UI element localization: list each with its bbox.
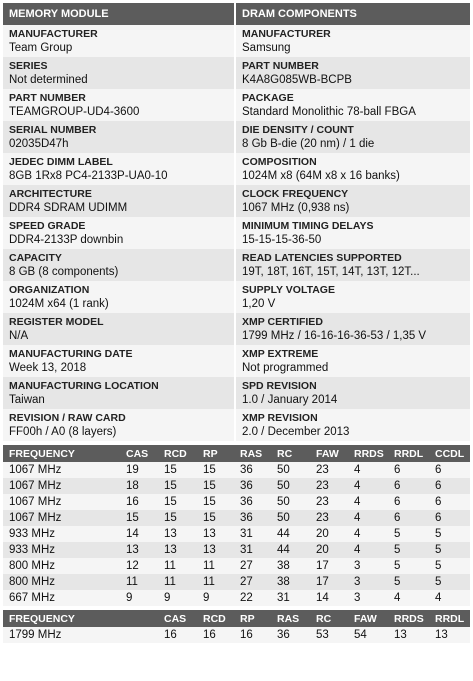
module-spec-label: SPEED GRADE: [9, 220, 86, 232]
jedec-cell: 15: [158, 494, 197, 510]
dram-spec-label: COMPOSITION: [242, 156, 317, 168]
dram-spec-label: READ LATENCIES SUPPORTED: [242, 252, 402, 264]
dram-spec-label: PACKAGE: [242, 92, 294, 104]
jedec-cell: 13: [158, 542, 197, 558]
dram-spec-cell: [236, 57, 470, 89]
jedec-cell: 1067 MHz: [3, 494, 120, 510]
jedec-cell: 13: [197, 526, 234, 542]
jedec-cell: 31: [234, 542, 271, 558]
dram-spec-value: 8 Gb B-die (20 nm) / 1 die: [242, 138, 375, 150]
jedec-cell: 15: [120, 510, 158, 526]
jedec-cell: 23: [310, 478, 348, 494]
module-spec-cell: [3, 217, 234, 249]
jedec-row: [3, 478, 470, 494]
dram-spec-value: Not programmed: [242, 362, 329, 374]
xmp-cell: 53: [310, 627, 348, 643]
jedec-cell: 23: [310, 462, 348, 478]
dram-spec-value: 1.0 / January 2014: [242, 394, 338, 406]
module-spec-value: DDR4 SDRAM UDIMM: [9, 202, 128, 214]
xmp-cell: 16: [234, 627, 271, 643]
jedec-cell: 15: [197, 494, 234, 510]
jedec-cell: 5: [388, 526, 429, 542]
jedec-cell: 6: [388, 494, 429, 510]
jedec-cell: 11: [197, 558, 234, 574]
module-spec-cell: [3, 313, 234, 345]
jedec-cell: 6: [429, 510, 470, 526]
dram-spec-value: 1799 MHz / 16-16-16-36-53 / 1,35 V: [242, 330, 427, 342]
module-spec-cell: [3, 121, 234, 153]
jedec-cell: 4: [348, 510, 388, 526]
module-spec-label: ORGANIZATION: [9, 284, 90, 296]
module-spec-label: MANUFACTURING LOCATION: [9, 380, 159, 392]
dram-spec-cell: [236, 313, 470, 345]
module-spec-value: 8 GB (8 components): [9, 266, 119, 278]
xmp-cell: 36: [271, 627, 310, 643]
jedec-timings-table: [3, 445, 470, 606]
jedec-cell: 15: [158, 462, 197, 478]
jedec-cell: 667 MHz: [3, 590, 120, 606]
jedec-cell: 11: [158, 574, 197, 590]
xmp-cell: [120, 627, 158, 643]
spec-row: [3, 249, 470, 281]
jedec-cell: 50: [271, 494, 310, 510]
jedec-cell: 3: [348, 590, 388, 606]
jedec-col-header: RRDL: [388, 445, 429, 462]
dram-spec-cell: [236, 377, 470, 409]
module-spec-label: JEDEC DIMM LABEL: [9, 156, 113, 168]
spec-row: [3, 153, 470, 185]
dram-spec-cell: [236, 121, 470, 153]
jedec-cell: 38: [271, 558, 310, 574]
spec-row: [3, 121, 470, 153]
jedec-cell: 50: [271, 462, 310, 478]
jedec-cell: 4: [348, 526, 388, 542]
jedec-cell: 5: [429, 542, 470, 558]
jedec-cell: 800 MHz: [3, 558, 120, 574]
spec-rows: [3, 25, 470, 441]
dram-spec-cell: [236, 217, 470, 249]
module-spec-label: REGISTER MODEL: [9, 316, 104, 328]
xmp-col-header: RRDL: [429, 610, 470, 627]
jedec-cell: 6: [388, 462, 429, 478]
jedec-cell: 14: [310, 590, 348, 606]
module-spec-value: 02035D47h: [9, 138, 69, 150]
module-spec-value: Week 13, 2018: [9, 362, 87, 374]
jedec-cell: 31: [271, 590, 310, 606]
jedec-col-header: RAS: [234, 445, 271, 462]
xmp-col-header: RAS: [271, 610, 310, 627]
jedec-cell: 11: [158, 558, 197, 574]
module-spec-label: MANUFACTURING DATE: [9, 348, 133, 360]
dram-spec-label: XMP CERTIFIED: [242, 316, 323, 328]
module-spec-value: TEAMGROUP-UD4-3600: [9, 106, 140, 118]
jedec-col-header: RRDS: [348, 445, 388, 462]
module-spec-value: 1024M x64 (1 rank): [9, 298, 109, 310]
jedec-cell: 9: [197, 590, 234, 606]
jedec-cell: 36: [234, 510, 271, 526]
jedec-col-header: FAW: [310, 445, 348, 462]
xmp-col-header: FAW: [348, 610, 388, 627]
xmp-cell: 16: [158, 627, 197, 643]
spec-row: [3, 281, 470, 313]
jedec-cell: 1067 MHz: [3, 478, 120, 494]
jedec-cell: 44: [271, 542, 310, 558]
module-spec-cell: [3, 281, 234, 313]
jedec-row: [3, 558, 470, 574]
jedec-cell: 13: [158, 526, 197, 542]
jedec-cell: 20: [310, 526, 348, 542]
dram-spec-value: 2.0 / December 2013: [242, 426, 350, 438]
module-spec-cell: [3, 25, 234, 57]
spec-row: [3, 89, 470, 121]
jedec-cell: 4: [429, 590, 470, 606]
dram-spec-cell: [236, 281, 470, 313]
xmp-col-header: CAS: [158, 610, 197, 627]
jedec-cell: 17: [310, 574, 348, 590]
jedec-cell: 9: [120, 590, 158, 606]
jedec-cell: 27: [234, 574, 271, 590]
module-spec-cell: [3, 57, 234, 89]
jedec-col-header: RCD: [158, 445, 197, 462]
jedec-header-row: [3, 445, 470, 462]
dram-spec-cell: [236, 249, 470, 281]
jedec-cell: 5: [429, 574, 470, 590]
jedec-cell: 20: [310, 542, 348, 558]
jedec-cell: 23: [310, 494, 348, 510]
jedec-cell: 27: [234, 558, 271, 574]
module-spec-cell: [3, 185, 234, 217]
jedec-cell: 1067 MHz: [3, 462, 120, 478]
xmp-col-header: RP: [234, 610, 271, 627]
jedec-row: [3, 494, 470, 510]
jedec-cell: 15: [158, 478, 197, 494]
module-spec-cell: [3, 377, 234, 409]
dram-spec-value: 1,20 V: [242, 298, 276, 310]
xmp-col-header: RCD: [197, 610, 234, 627]
module-spec-label: PART NUMBER: [9, 92, 86, 104]
module-spec-value: N/A: [9, 330, 29, 342]
jedec-col-header: RC: [271, 445, 310, 462]
jedec-cell: 38: [271, 574, 310, 590]
module-spec-cell: [3, 153, 234, 185]
jedec-cell: 13: [197, 542, 234, 558]
xmp-cell: 13: [429, 627, 470, 643]
jedec-col-header: CAS: [120, 445, 158, 462]
dram-spec-cell: [236, 185, 470, 217]
jedec-cell: 4: [348, 478, 388, 494]
spec-row: [3, 217, 470, 249]
jedec-cell: 6: [388, 478, 429, 494]
spec-row: [3, 57, 470, 89]
jedec-cell: 50: [271, 510, 310, 526]
spec-row: [3, 313, 470, 345]
module-spec-value: 8GB 1Rx8 PC4-2133P-UA0-10: [9, 170, 168, 182]
jedec-col-header: CCDL: [429, 445, 470, 462]
jedec-cell: 11: [197, 574, 234, 590]
dram-spec-label: PART NUMBER: [242, 60, 319, 72]
xmp-cell: 1799 MHz: [3, 627, 120, 643]
spd-info-panel: [3, 3, 470, 643]
module-spec-value: DDR4-2133P downbin: [9, 234, 124, 246]
dram-spec-label: XMP EXTREME: [242, 348, 319, 360]
jedec-cell: 5: [388, 574, 429, 590]
jedec-cell: 23: [310, 510, 348, 526]
jedec-cell: 44: [271, 526, 310, 542]
jedec-cell: 18: [120, 478, 158, 494]
jedec-cell: 22: [234, 590, 271, 606]
module-spec-label: MANUFACTURER: [9, 28, 98, 40]
module-spec-value: Not determined: [9, 74, 88, 86]
spec-row: [3, 25, 470, 57]
jedec-cell: 14: [120, 526, 158, 542]
dram-spec-label: MINIMUM TIMING DELAYS: [242, 220, 374, 232]
jedec-cell: 15: [197, 478, 234, 494]
xmp-col-header: FREQUENCY: [3, 610, 120, 627]
jedec-cell: 50: [271, 478, 310, 494]
jedec-row: [3, 574, 470, 590]
dram-spec-cell: [236, 345, 470, 377]
dram-spec-value: Standard Monolithic 78-ball FBGA: [242, 106, 416, 118]
jedec-cell: 12: [120, 558, 158, 574]
dram-spec-value: 15-15-15-36-50: [242, 234, 322, 246]
module-spec-value: FF00h / A0 (8 layers): [9, 426, 117, 438]
spec-row: [3, 185, 470, 217]
xmp-col-header: RC: [310, 610, 348, 627]
module-spec-cell: [3, 89, 234, 121]
xmp-cell: 13: [388, 627, 429, 643]
spec-row: [3, 345, 470, 377]
jedec-cell: 16: [120, 494, 158, 510]
spec-header-row: [3, 3, 470, 25]
xmp-col-header: [120, 610, 158, 627]
dram-spec-value: 19T, 18T, 16T, 15T, 14T, 13T, 12T...: [242, 266, 420, 278]
jedec-cell: 5: [388, 558, 429, 574]
module-spec-label: CAPACITY: [9, 252, 62, 264]
dram-spec-label: XMP REVISION: [242, 412, 318, 424]
dram-spec-label: DIE DENSITY / COUNT: [242, 124, 354, 136]
jedec-cell: 6: [429, 494, 470, 510]
module-spec-value: Taiwan: [9, 394, 45, 406]
module-spec-label: REVISION / RAW CARD: [9, 412, 126, 424]
dram-spec-label: MANUFACTURER: [242, 28, 331, 40]
xmp-cell: 54: [348, 627, 388, 643]
jedec-cell: 36: [234, 462, 271, 478]
jedec-cell: 4: [348, 462, 388, 478]
jedec-row: [3, 590, 470, 606]
xmp-cell: 16: [197, 627, 234, 643]
jedec-cell: 31: [234, 526, 271, 542]
jedec-row: [3, 526, 470, 542]
spec-row: [3, 377, 470, 409]
module-spec-label: ARCHITECTURE: [9, 188, 92, 200]
dram-spec-cell: [236, 89, 470, 121]
jedec-cell: 5: [429, 526, 470, 542]
jedec-cell: 6: [429, 478, 470, 494]
dram-components-header: DRAM COMPONENTS: [236, 3, 470, 25]
module-spec-label: SERIAL NUMBER: [9, 124, 97, 136]
dram-spec-value: Samsung: [242, 42, 291, 54]
jedec-cell: 800 MHz: [3, 574, 120, 590]
dram-spec-label: SUPPLY VOLTAGE: [242, 284, 335, 296]
jedec-cell: 1067 MHz: [3, 510, 120, 526]
jedec-cell: 4: [388, 590, 429, 606]
dram-spec-value: 1024M x8 (64M x8 x 16 banks): [242, 170, 400, 182]
dram-spec-cell: [236, 153, 470, 185]
jedec-cell: 5: [429, 558, 470, 574]
dram-spec-cell: [236, 25, 470, 57]
jedec-cell: 9: [158, 590, 197, 606]
jedec-cell: 4: [348, 542, 388, 558]
xmp-header-row: [3, 610, 470, 627]
jedec-col-header: FREQUENCY: [3, 445, 120, 462]
dram-spec-label: CLOCK FREQUENCY: [242, 188, 349, 200]
xmp-col-header: RRDS: [388, 610, 429, 627]
jedec-cell: 15: [197, 510, 234, 526]
dram-spec-label: SPD REVISION: [242, 380, 317, 392]
jedec-cell: 36: [234, 494, 271, 510]
jedec-cell: 3: [348, 558, 388, 574]
jedec-cell: 36: [234, 478, 271, 494]
jedec-cell: 15: [197, 462, 234, 478]
jedec-cell: 933 MHz: [3, 542, 120, 558]
dram-spec-cell: [236, 409, 470, 441]
jedec-cell: 17: [310, 558, 348, 574]
jedec-cell: 5: [388, 542, 429, 558]
dram-spec-value: K4A8G085WB-BCPB: [242, 74, 352, 86]
xmp-timings-table: [3, 610, 470, 643]
jedec-cell: 13: [120, 542, 158, 558]
xmp-row: [3, 627, 470, 643]
module-spec-cell: [3, 409, 234, 441]
jedec-cell: 4: [348, 494, 388, 510]
jedec-cell: 11: [120, 574, 158, 590]
memory-module-header: MEMORY MODULE: [3, 3, 234, 25]
jedec-row: [3, 462, 470, 478]
jedec-col-header: RP: [197, 445, 234, 462]
module-spec-cell: [3, 345, 234, 377]
jedec-cell: 15: [158, 510, 197, 526]
module-spec-cell: [3, 249, 234, 281]
jedec-row: [3, 542, 470, 558]
jedec-row: [3, 510, 470, 526]
module-spec-label: SERIES: [9, 60, 48, 72]
spec-row: [3, 409, 470, 441]
jedec-cell: 6: [429, 462, 470, 478]
dram-spec-value: 1067 MHz (0,938 ns): [242, 202, 350, 214]
module-spec-value: Team Group: [9, 42, 73, 54]
jedec-cell: 3: [348, 574, 388, 590]
jedec-cell: 19: [120, 462, 158, 478]
jedec-cell: 6: [388, 510, 429, 526]
jedec-cell: 933 MHz: [3, 526, 120, 542]
